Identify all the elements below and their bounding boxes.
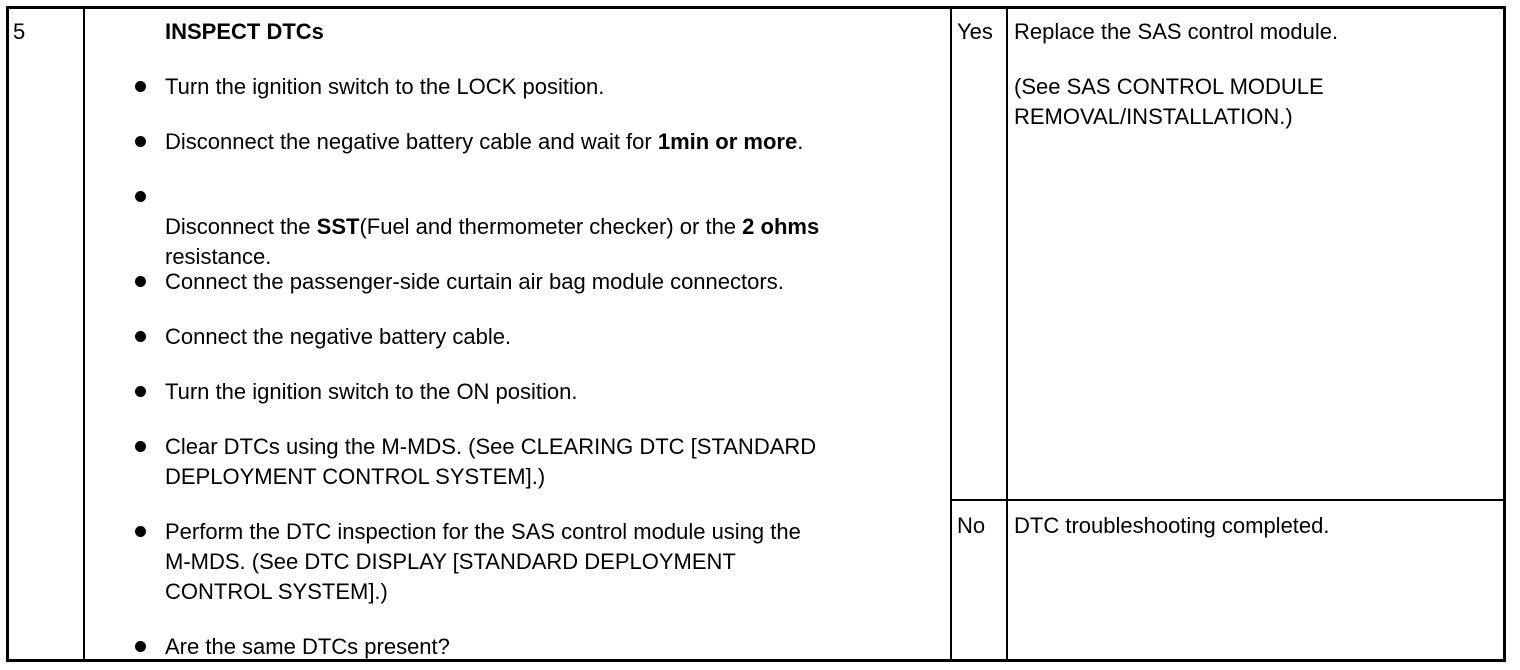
column-divider-step (83, 9, 85, 659)
procedure-item-text: Connect the passenger-side curtain air bag module connectors. (165, 269, 784, 294)
procedure-item-text: Perform the DTC inspection for the SAS control module using the (165, 519, 801, 544)
procedure-item-emphasis: SST (316, 214, 360, 239)
step-number: 5 (13, 19, 26, 44)
procedure-item-text: Turn the ignition switch to the ON position. (165, 379, 578, 404)
procedure-item-5 (165, 322, 935, 352)
troubleshooting-table (6, 6, 1506, 662)
bullet-marker (135, 191, 146, 202)
bullet-marker (135, 526, 146, 537)
procedure-item-text: Clear DTCs using the M-MDS. (See CLEARING DTC [STANDARD (165, 434, 817, 459)
bullet-marker (135, 641, 146, 652)
bullet-marker (135, 81, 146, 92)
result-yes-action: Replace the SAS control module. (1014, 19, 1339, 44)
procedure-item-text: DEPLOYMENT CONTROL SYSTEM].) (165, 464, 546, 489)
procedure-item-text: (Fuel and thermometer checker) or the (359, 214, 743, 239)
bullet-marker (135, 386, 146, 397)
procedure-item-1 (165, 72, 935, 102)
row-divider-yes-no (950, 499, 1503, 501)
procedure-item-text: M-MDS. (See DTC DISPLAY [STANDARD DEPLOYMENT (165, 549, 736, 574)
procedure-item-8 (165, 517, 935, 607)
procedure-item-9 (165, 632, 935, 662)
procedure-item-emphasis: 2 ohms (742, 214, 820, 239)
procedure-item-text: Connect the negative battery cable. (165, 324, 512, 349)
bullet-marker (135, 441, 146, 452)
result-no-label: No (957, 513, 986, 538)
result-no-action: DTC troubleshooting completed. (1014, 513, 1330, 538)
procedure-item-emphasis: 1min or more (657, 129, 798, 154)
procedure-item-text: resistance. (165, 244, 272, 269)
procedure-item-3 (165, 182, 935, 272)
procedure-item-text: Turn the ignition switch to the LOCK position. (165, 74, 605, 99)
column-divider-result (1006, 9, 1008, 659)
procedure-item-text: Disconnect the negative battery cable and wait for (165, 129, 658, 154)
procedure-item-text: . (797, 129, 804, 154)
procedure-item-text: Are the same DTCs present? (165, 634, 450, 659)
bullet-marker (135, 276, 146, 287)
reference-link-text[interactable]: (See SAS CONTROL MODULE (1014, 74, 1324, 99)
reference-link-text[interactable]: REMOVAL/INSTALLATION.) (1014, 104, 1293, 129)
procedure-item-7 (165, 432, 935, 492)
step-title: INSPECT DTCs (165, 19, 324, 44)
result-yes-label: Yes (957, 19, 993, 44)
result-yes-reference (1014, 72, 1494, 132)
procedure-item-4 (165, 267, 935, 297)
procedure-item-text: Disconnect the (165, 214, 317, 239)
column-divider-procedure (950, 9, 952, 659)
procedure-item-6 (165, 377, 935, 407)
bullet-marker (135, 331, 146, 342)
procedure-item-2 (165, 127, 935, 157)
procedure-item-text: CONTROL SYSTEM].) (165, 579, 388, 604)
bullet-marker (135, 136, 146, 147)
